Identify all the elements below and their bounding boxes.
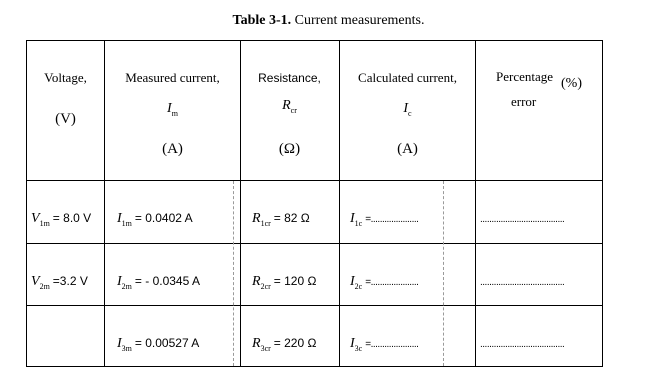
calculated-current-subscript: 3c — [354, 344, 363, 353]
resistance-symbol: R — [252, 211, 261, 226]
header-measured-current-label: Measured current, — [125, 70, 220, 85]
resistance-symbol: R — [252, 336, 261, 351]
header-measured-current-unit: (A) — [162, 141, 183, 157]
percentage-error-blank: ..................................... — [480, 277, 565, 288]
voltage-subscript: 2m — [39, 282, 50, 291]
header-resistance-label: Resistance, — [258, 71, 321, 85]
resistance-subscript: 2cr — [260, 282, 271, 291]
measured-current-subscript: 1m — [121, 219, 132, 228]
header-voltage-unit: (V) — [55, 111, 76, 127]
header-resistance-unit: (Ω) — [278, 141, 301, 157]
voltage-subscript: 1m — [39, 219, 50, 228]
resistance-cell — [252, 274, 316, 291]
measured-current-value: = - 0.0345 A — [134, 274, 200, 288]
voltage-symbol: V — [31, 211, 40, 226]
table-row-divider-2 — [26, 305, 603, 306]
header-resistance-symbol: R — [282, 98, 291, 113]
voltage-symbol: V — [31, 274, 40, 289]
header-calculated-current-subscript: c — [408, 109, 412, 118]
measured-current-value: = 0.0402 A — [134, 211, 193, 225]
header-calculated-current-symbol: I — [403, 101, 409, 116]
header-percentage-error-unit: (%) — [561, 76, 582, 91]
percentage-error-blank: ..................................... — [480, 214, 565, 225]
measured-current-cell — [117, 336, 199, 353]
dashed-divider — [443, 181, 444, 366]
resistance-symbol: R — [252, 274, 261, 289]
calculated-current-cell — [350, 211, 418, 228]
table-row-divider-1 — [26, 243, 603, 244]
resistance-value: = 220 Ω — [273, 336, 317, 350]
measured-current-cell — [117, 211, 193, 228]
voltage-value: =3.2 V — [52, 274, 88, 288]
measured-current-symbol: I — [117, 336, 122, 351]
measured-current-value: = 0.00527 A — [134, 336, 200, 350]
resistance-cell — [252, 336, 316, 353]
voltage-cell — [31, 336, 34, 353]
voltage-cell — [31, 211, 91, 228]
table-border-bottom — [26, 366, 603, 367]
calculated-current-symbol: I — [350, 274, 355, 289]
voltage-cell — [31, 274, 88, 291]
calculated-current-subscript: 2c — [354, 282, 363, 291]
header-resistance — [240, 40, 339, 180]
table-caption — [0, 12, 657, 30]
header-calculated-current-label: Calculated current, — [358, 70, 457, 85]
resistance-subscript: 3cr — [260, 344, 271, 353]
resistance-subscript: 1cr — [260, 219, 271, 228]
resistance-cell — [252, 211, 310, 228]
table-header-divider — [26, 180, 603, 181]
calculated-current-blank: =..................... — [365, 214, 419, 225]
table-caption-text: Current measurements. — [291, 13, 425, 28]
calculated-current-blank: =..................... — [365, 277, 419, 288]
header-measured-current-subscript: m — [171, 109, 178, 118]
calculated-current-symbol: I — [350, 336, 355, 351]
header-voltage — [27, 40, 104, 180]
percentage-error-blank: ..................................... — [480, 339, 565, 350]
resistance-value: = 120 Ω — [273, 274, 317, 288]
header-voltage-label: Voltage, — [44, 70, 87, 85]
measured-current-cell — [117, 274, 200, 291]
header-measured-current — [105, 40, 240, 180]
header-percentage-error — [476, 40, 602, 180]
resistance-value: = 82 Ω — [273, 211, 310, 225]
header-percentage-error-label-2: error — [511, 94, 537, 109]
header-measured-current-symbol: I — [167, 101, 172, 116]
calculated-current-cell — [350, 274, 418, 291]
calculated-current-symbol: I — [350, 211, 355, 226]
calculated-current-cell — [350, 336, 418, 353]
measured-current-symbol: I — [117, 274, 122, 289]
header-percentage-error-label: Percentage — [496, 69, 554, 84]
measured-current-symbol: I — [117, 211, 122, 226]
header-resistance-subscript: cr — [290, 106, 297, 115]
header-calculated-current — [340, 40, 475, 180]
header-calculated-current-unit: (A) — [397, 141, 418, 157]
dashed-divider — [233, 181, 234, 366]
voltage-value: = 8.0 V — [52, 211, 92, 225]
measured-current-subscript: 2m — [121, 282, 132, 291]
calculated-current-subscript: 1c — [354, 219, 363, 228]
measured-current-subscript: 3m — [121, 344, 132, 353]
table-border-right — [602, 40, 603, 367]
calculated-current-blank: =..................... — [365, 339, 419, 350]
table-caption-label: Table 3-1. — [232, 13, 292, 28]
